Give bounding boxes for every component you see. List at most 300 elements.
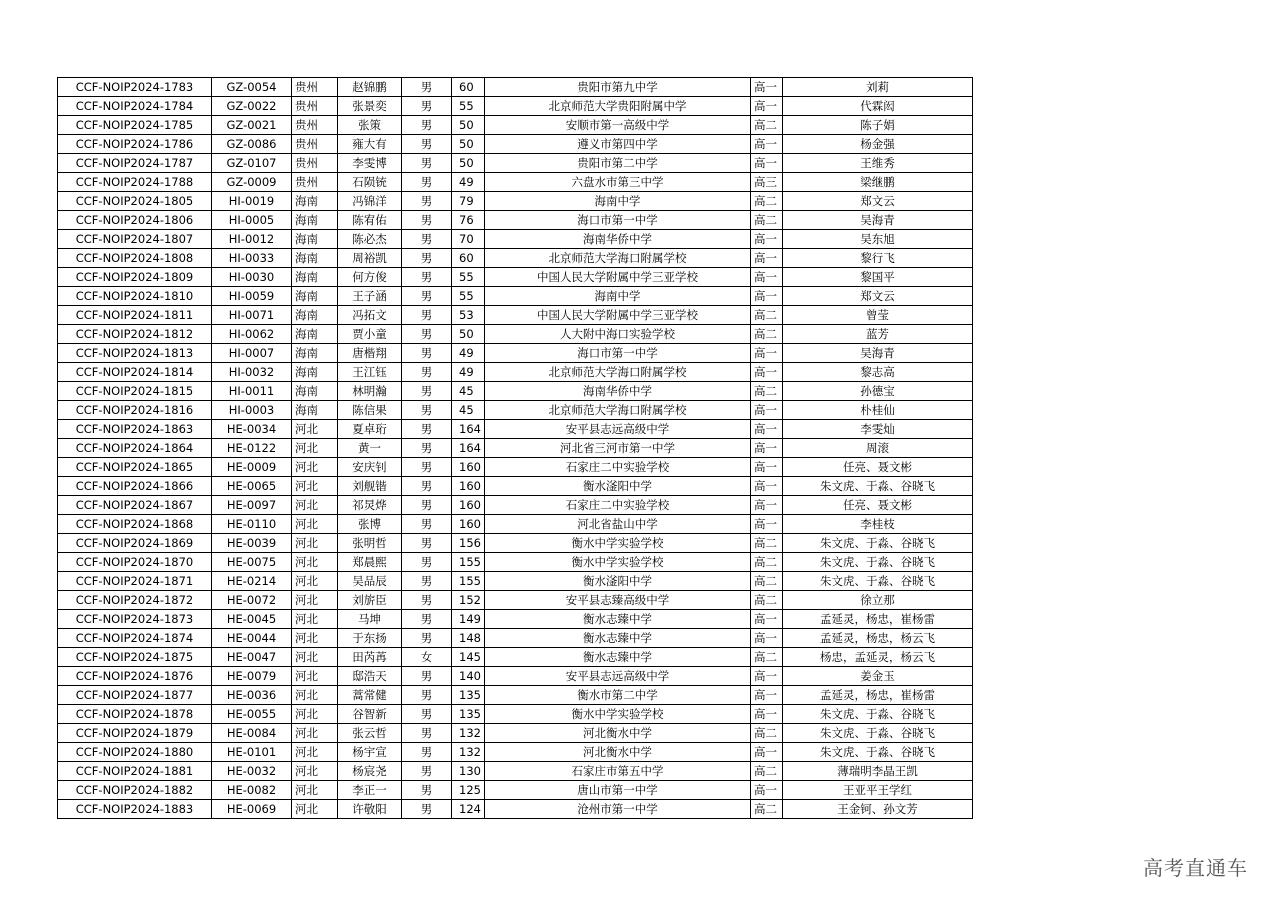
province-cell: 河北 [292,496,338,515]
exam-id-cell: HI-0032 [212,363,292,382]
table-row [58,420,973,439]
coach-cell: 朱文虎、于淼、谷晓飞 [783,743,973,762]
province-cell: 河北 [292,458,338,477]
exam-id-cell: HI-0059 [212,287,292,306]
province-cell: 河北 [292,553,338,572]
province-cell: 贵州 [292,97,338,116]
table-row [58,496,973,515]
province-cell: 海南 [292,363,338,382]
name-cell: 刘旂臣 [338,591,402,610]
province-cell: 海南 [292,192,338,211]
score-cell: 164 [452,420,485,439]
province-cell: 河北 [292,686,338,705]
gender-cell: 男 [402,667,452,686]
cert-id-cell: CCF-NOIP2024-1787 [58,154,212,173]
gender-cell: 男 [402,439,452,458]
gender-cell: 男 [402,287,452,306]
school-cell: 河北衡水中学 [485,724,751,743]
results-table-body [58,78,973,819]
table-row [58,458,973,477]
score-cell: 79 [452,192,485,211]
name-cell: 冯拓文 [338,306,402,325]
cert-id-cell: CCF-NOIP2024-1874 [58,629,212,648]
watermark-text: 高考直通车 [1143,856,1248,880]
coach-cell: 郑文云 [783,287,973,306]
gender-cell: 男 [402,249,452,268]
gender-cell: 男 [402,382,452,401]
grade-cell: 高二 [751,211,783,230]
cert-id-cell: CCF-NOIP2024-1882 [58,781,212,800]
gender-cell: 男 [402,325,452,344]
province-cell: 河北 [292,629,338,648]
coach-cell: 朱文虎、于淼、谷晓飞 [783,534,973,553]
table-row [58,249,973,268]
coach-cell: 朱文虎、于淼、谷晓飞 [783,477,973,496]
gender-cell: 男 [402,363,452,382]
name-cell: 田芮苒 [338,648,402,667]
coach-cell: 陈子娟 [783,116,973,135]
exam-id-cell: GZ-0021 [212,116,292,135]
name-cell: 谷智新 [338,705,402,724]
province-cell: 海南 [292,268,338,287]
cert-id-cell: CCF-NOIP2024-1784 [58,97,212,116]
table-row [58,135,973,154]
cert-id-cell: CCF-NOIP2024-1871 [58,572,212,591]
school-cell: 衡水中学实验学校 [485,553,751,572]
exam-id-cell: HI-0033 [212,249,292,268]
exam-id-cell: HE-0214 [212,572,292,591]
cert-id-cell: CCF-NOIP2024-1875 [58,648,212,667]
name-cell: 吴品辰 [338,572,402,591]
score-cell: 49 [452,363,485,382]
cert-id-cell: CCF-NOIP2024-1878 [58,705,212,724]
gender-cell: 男 [402,192,452,211]
exam-id-cell: HE-0045 [212,610,292,629]
name-cell: 林明瀚 [338,382,402,401]
name-cell: 于东扬 [338,629,402,648]
score-cell: 132 [452,743,485,762]
school-cell: 北京师范大学贵阳附属中学 [485,97,751,116]
coach-cell: 朱文虎、于淼、谷晓飞 [783,705,973,724]
score-cell: 155 [452,553,485,572]
cert-id-cell: CCF-NOIP2024-1806 [58,211,212,230]
table-row [58,800,973,819]
school-cell: 北京师范大学海口附属学校 [485,363,751,382]
gender-cell: 男 [402,553,452,572]
table-row [58,705,973,724]
school-cell: 六盘水市第三中学 [485,173,751,192]
province-cell: 贵州 [292,173,338,192]
grade-cell: 高一 [751,781,783,800]
province-cell: 海南 [292,306,338,325]
school-cell: 河北省三河市第一中学 [485,439,751,458]
province-cell: 河北 [292,648,338,667]
grade-cell: 高一 [751,705,783,724]
table-row [58,667,973,686]
table-row [58,724,973,743]
gender-cell: 男 [402,116,452,135]
exam-id-cell: GZ-0022 [212,97,292,116]
table-row [58,173,973,192]
grade-cell: 高一 [751,287,783,306]
score-cell: 50 [452,154,485,173]
province-cell: 河北 [292,800,338,819]
gender-cell: 男 [402,762,452,781]
name-cell: 刘舰锴 [338,477,402,496]
gender-cell: 男 [402,686,452,705]
school-cell: 海南中学 [485,192,751,211]
name-cell: 蒿常健 [338,686,402,705]
table-row [58,230,973,249]
table-row [58,515,973,534]
table-row [58,781,973,800]
name-cell: 黄一 [338,439,402,458]
gender-cell: 男 [402,211,452,230]
cert-id-cell: CCF-NOIP2024-1816 [58,401,212,420]
cert-id-cell: CCF-NOIP2024-1881 [58,762,212,781]
province-cell: 贵州 [292,78,338,97]
table-row [58,572,973,591]
coach-cell: 李桂枝 [783,515,973,534]
cert-id-cell: CCF-NOIP2024-1870 [58,553,212,572]
name-cell: 石陨铳 [338,173,402,192]
grade-cell: 高二 [751,800,783,819]
school-cell: 海口市第一中学 [485,211,751,230]
school-cell: 安平县志远高级中学 [485,667,751,686]
school-cell: 石家庄二中实验学校 [485,496,751,515]
cert-id-cell: CCF-NOIP2024-1869 [58,534,212,553]
name-cell: 张博 [338,515,402,534]
school-cell: 海南华侨中学 [485,382,751,401]
table-row [58,211,973,230]
table-row [58,534,973,553]
name-cell: 马坤 [338,610,402,629]
exam-id-cell: HE-0036 [212,686,292,705]
school-cell: 衡水志臻中学 [485,648,751,667]
province-cell: 河北 [292,610,338,629]
exam-id-cell: HI-0003 [212,401,292,420]
province-cell: 海南 [292,287,338,306]
gender-cell: 男 [402,629,452,648]
gender-cell: 男 [402,572,452,591]
coach-cell: 王金钶、孙文芳 [783,800,973,819]
school-cell: 海口市第一中学 [485,344,751,363]
cert-id-cell: CCF-NOIP2024-1785 [58,116,212,135]
grade-cell: 高一 [751,667,783,686]
grade-cell: 高二 [751,382,783,401]
table-row [58,648,973,667]
cert-id-cell: CCF-NOIP2024-1883 [58,800,212,819]
province-cell: 海南 [292,382,338,401]
gender-cell: 男 [402,173,452,192]
coach-cell: 朴桂仙 [783,401,973,420]
name-cell: 何方俊 [338,268,402,287]
name-cell: 李正一 [338,781,402,800]
name-cell: 张景奕 [338,97,402,116]
score-cell: 50 [452,135,485,154]
province-cell: 河北 [292,439,338,458]
coach-cell: 孟延灵，杨忠，杨云飞 [783,629,973,648]
name-cell: 夏卓珩 [338,420,402,439]
school-cell: 遵义市第四中学 [485,135,751,154]
gender-cell: 男 [402,344,452,363]
school-cell: 北京师范大学海口附属学校 [485,401,751,420]
table-row [58,686,973,705]
exam-id-cell: HE-0084 [212,724,292,743]
table-row [58,591,973,610]
exam-id-cell: HE-0101 [212,743,292,762]
province-cell: 海南 [292,325,338,344]
name-cell: 雍大有 [338,135,402,154]
coach-cell: 刘莉 [783,78,973,97]
grade-cell: 高二 [751,534,783,553]
grade-cell: 高二 [751,724,783,743]
name-cell: 许敬阳 [338,800,402,819]
cert-id-cell: CCF-NOIP2024-1872 [58,591,212,610]
province-cell: 河北 [292,667,338,686]
gender-cell: 女 [402,648,452,667]
cert-id-cell: CCF-NOIP2024-1879 [58,724,212,743]
grade-cell: 高二 [751,648,783,667]
cert-id-cell: CCF-NOIP2024-1812 [58,325,212,344]
name-cell: 张云哲 [338,724,402,743]
cert-id-cell: CCF-NOIP2024-1808 [58,249,212,268]
grade-cell: 高一 [751,363,783,382]
score-cell: 156 [452,534,485,553]
score-cell: 45 [452,401,485,420]
gender-cell: 男 [402,458,452,477]
school-cell: 石家庄市第五中学 [485,762,751,781]
exam-id-cell: GZ-0054 [212,78,292,97]
coach-cell: 梁继鹏 [783,173,973,192]
gender-cell: 男 [402,230,452,249]
school-cell: 安平县志臻高级中学 [485,591,751,610]
school-cell: 衡水中学实验学校 [485,705,751,724]
table-row [58,439,973,458]
school-cell: 衡水滏阳中学 [485,572,751,591]
province-cell: 河北 [292,591,338,610]
gender-cell: 男 [402,268,452,287]
grade-cell: 高一 [751,78,783,97]
cert-id-cell: CCF-NOIP2024-1810 [58,287,212,306]
exam-id-cell: HE-0055 [212,705,292,724]
cert-id-cell: CCF-NOIP2024-1863 [58,420,212,439]
grade-cell: 高二 [751,762,783,781]
gender-cell: 男 [402,743,452,762]
table-row [58,287,973,306]
gender-cell: 男 [402,534,452,553]
exam-id-cell: HE-0075 [212,553,292,572]
gender-cell: 男 [402,401,452,420]
coach-cell: 孙德宝 [783,382,973,401]
score-cell: 145 [452,648,485,667]
coach-cell: 吴海青 [783,211,973,230]
cert-id-cell: CCF-NOIP2024-1868 [58,515,212,534]
name-cell: 杨宸尧 [338,762,402,781]
score-cell: 160 [452,477,485,496]
name-cell: 赵锦鹏 [338,78,402,97]
score-cell: 125 [452,781,485,800]
grade-cell: 高二 [751,192,783,211]
score-cell: 155 [452,572,485,591]
exam-id-cell: HE-0072 [212,591,292,610]
exam-id-cell: HI-0007 [212,344,292,363]
score-cell: 55 [452,268,485,287]
exam-id-cell: GZ-0086 [212,135,292,154]
exam-id-cell: HE-0034 [212,420,292,439]
coach-cell: 姜金玉 [783,667,973,686]
table-row [58,154,973,173]
gender-cell: 男 [402,591,452,610]
grade-cell: 高二 [751,553,783,572]
grade-cell: 高一 [751,496,783,515]
province-cell: 河北 [292,515,338,534]
name-cell: 唐楷翔 [338,344,402,363]
cert-id-cell: CCF-NOIP2024-1880 [58,743,212,762]
school-cell: 海南中学 [485,287,751,306]
province-cell: 海南 [292,344,338,363]
cert-id-cell: CCF-NOIP2024-1877 [58,686,212,705]
cert-id-cell: CCF-NOIP2024-1815 [58,382,212,401]
exam-id-cell: HE-0032 [212,762,292,781]
exam-id-cell: HE-0039 [212,534,292,553]
score-cell: 70 [452,230,485,249]
grade-cell: 高一 [751,344,783,363]
coach-cell: 王维秀 [783,154,973,173]
cert-id-cell: CCF-NOIP2024-1786 [58,135,212,154]
school-cell: 衡水志臻中学 [485,610,751,629]
province-cell: 贵州 [292,116,338,135]
grade-cell: 高一 [751,230,783,249]
score-cell: 50 [452,325,485,344]
table-row [58,401,973,420]
table-row [58,477,973,496]
coach-cell: 朱文虎、于淼、谷晓飞 [783,724,973,743]
gender-cell: 男 [402,135,452,154]
score-cell: 135 [452,686,485,705]
province-cell: 河北 [292,477,338,496]
province-cell: 海南 [292,211,338,230]
school-cell: 衡水市第二中学 [485,686,751,705]
school-cell: 衡水中学实验学校 [485,534,751,553]
school-cell: 衡水志臻中学 [485,629,751,648]
cert-id-cell: CCF-NOIP2024-1809 [58,268,212,287]
exam-id-cell: HE-0079 [212,667,292,686]
grade-cell: 高一 [751,420,783,439]
province-cell: 贵州 [292,154,338,173]
name-cell: 杨宇宣 [338,743,402,762]
gender-cell: 男 [402,800,452,819]
name-cell: 祁炅烨 [338,496,402,515]
score-cell: 124 [452,800,485,819]
coach-cell: 任亮、聂文彬 [783,496,973,515]
name-cell: 邸浩天 [338,667,402,686]
province-cell: 河北 [292,743,338,762]
coach-cell: 吴海青 [783,344,973,363]
name-cell: 冯锦洋 [338,192,402,211]
table-row [58,344,973,363]
exam-id-cell: HI-0030 [212,268,292,287]
school-cell: 海南华侨中学 [485,230,751,249]
score-cell: 132 [452,724,485,743]
score-cell: 76 [452,211,485,230]
province-cell: 贵州 [292,135,338,154]
cert-id-cell: CCF-NOIP2024-1813 [58,344,212,363]
province-cell: 海南 [292,230,338,249]
score-cell: 49 [452,173,485,192]
name-cell: 陈信果 [338,401,402,420]
score-cell: 53 [452,306,485,325]
grade-cell: 高二 [751,591,783,610]
cert-id-cell: CCF-NOIP2024-1788 [58,173,212,192]
score-cell: 60 [452,249,485,268]
province-cell: 河北 [292,420,338,439]
cert-id-cell: CCF-NOIP2024-1873 [58,610,212,629]
table-row [58,382,973,401]
grade-cell: 高一 [751,458,783,477]
coach-cell: 任亮、聂文彬 [783,458,973,477]
cert-id-cell: CCF-NOIP2024-1864 [58,439,212,458]
grade-cell: 高一 [751,401,783,420]
coach-cell: 徐立那 [783,591,973,610]
score-cell: 148 [452,629,485,648]
gender-cell: 男 [402,705,452,724]
grade-cell: 高一 [751,97,783,116]
score-cell: 152 [452,591,485,610]
exam-id-cell: HE-0122 [212,439,292,458]
exam-id-cell: HE-0082 [212,781,292,800]
name-cell: 陈必杰 [338,230,402,249]
score-cell: 135 [452,705,485,724]
coach-cell: 曾莹 [783,306,973,325]
name-cell: 王江钰 [338,363,402,382]
table-row [58,743,973,762]
score-cell: 149 [452,610,485,629]
grade-cell: 高二 [751,306,783,325]
name-cell: 周裕凯 [338,249,402,268]
cert-id-cell: CCF-NOIP2024-1867 [58,496,212,515]
coach-cell: 周滚 [783,439,973,458]
province-cell: 河北 [292,781,338,800]
school-cell: 河北衡水中学 [485,743,751,762]
school-cell: 贵阳市第二中学 [485,154,751,173]
exam-id-cell: HE-0065 [212,477,292,496]
school-cell: 北京师范大学海口附属学校 [485,249,751,268]
table-row [58,762,973,781]
score-cell: 140 [452,667,485,686]
coach-cell: 朱文虎、于淼、谷晓飞 [783,553,973,572]
coach-cell: 孟延灵，杨忠，崔杨雷 [783,686,973,705]
exam-id-cell: HE-0097 [212,496,292,515]
score-cell: 160 [452,515,485,534]
exam-id-cell: HE-0044 [212,629,292,648]
exam-id-cell: HE-0009 [212,458,292,477]
gender-cell: 男 [402,515,452,534]
cert-id-cell: CCF-NOIP2024-1805 [58,192,212,211]
name-cell: 贾小童 [338,325,402,344]
cert-id-cell: CCF-NOIP2024-1865 [58,458,212,477]
coach-cell: 杨忠，孟延灵，杨云飞 [783,648,973,667]
table-row [58,610,973,629]
province-cell: 河北 [292,705,338,724]
gender-cell: 男 [402,781,452,800]
gender-cell: 男 [402,78,452,97]
score-cell: 50 [452,116,485,135]
exam-id-cell: HI-0005 [212,211,292,230]
name-cell: 安庆钊 [338,458,402,477]
exam-id-cell: GZ-0107 [212,154,292,173]
name-cell: 张策 [338,116,402,135]
